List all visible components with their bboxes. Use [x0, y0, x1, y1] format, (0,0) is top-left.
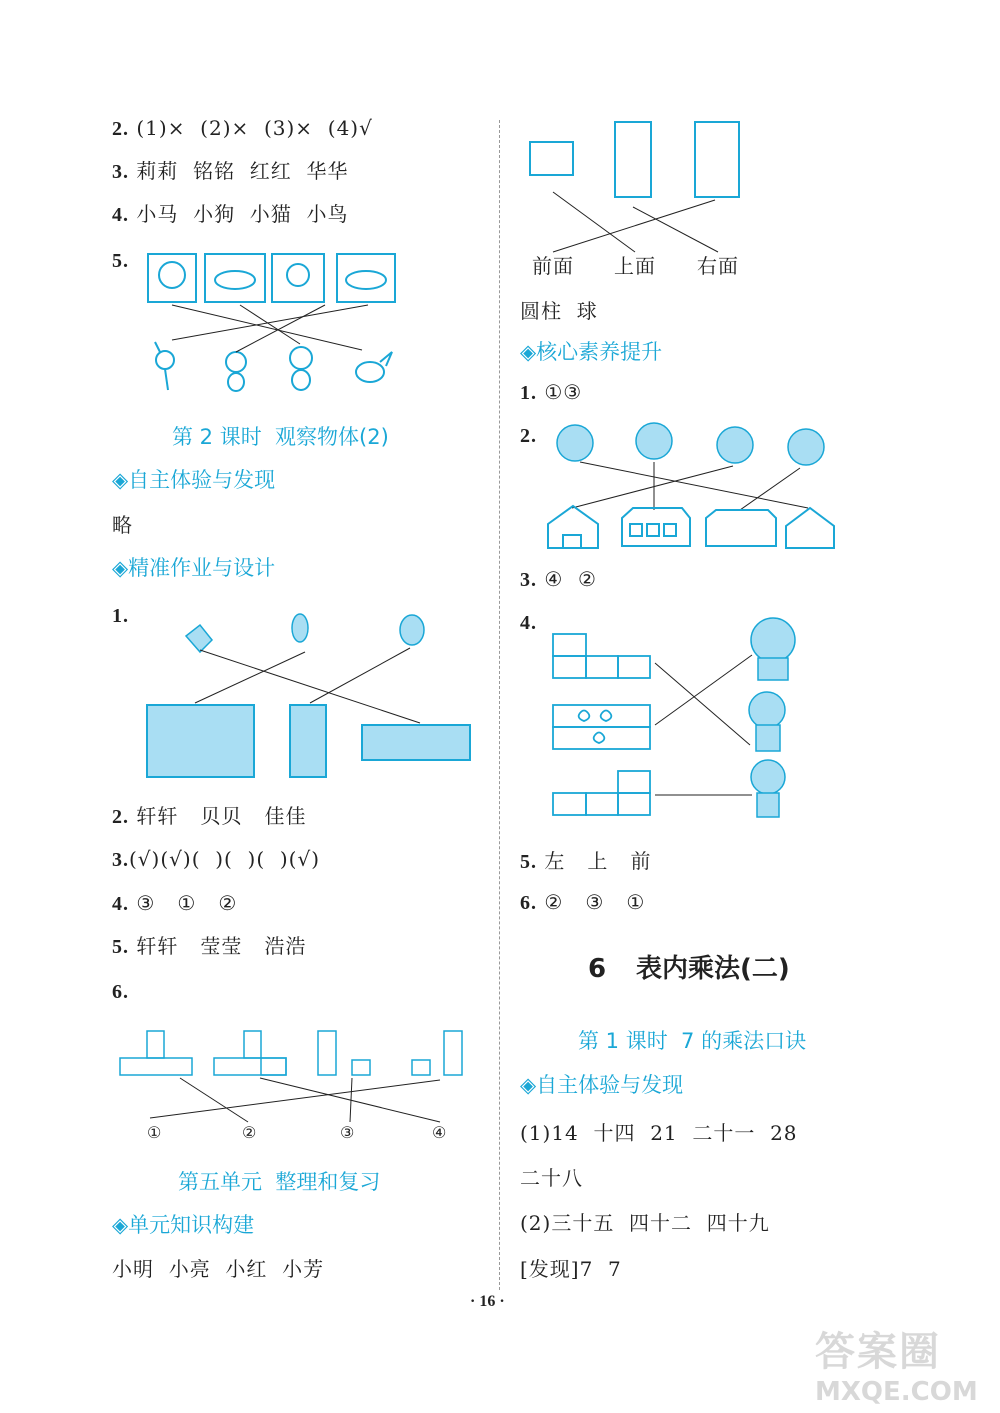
c2-match-lines [572, 462, 808, 510]
hw1-rect-large [147, 705, 254, 777]
hw4-number: 4. [112, 893, 129, 915]
q5-turtle-top-icon [159, 262, 185, 288]
hw6-label-4: ④ [432, 1123, 448, 1142]
hw6-match-lines [150, 1078, 440, 1122]
section-core: ◈核心素养提升 [520, 340, 663, 364]
view-square [530, 142, 573, 175]
hw5-text: 轩轩 莹莹 浩浩 [136, 934, 307, 958]
c2-house-4-icon [786, 508, 834, 548]
c4-heart-2-icon [601, 711, 612, 722]
c1-number: 1. [520, 382, 537, 404]
answer-line-3: (2)三十五 四十二 四十九 [520, 1211, 770, 1235]
q5-animal-dog-icon [226, 352, 246, 391]
c2-house-3-icon [706, 510, 776, 546]
hw3-number: 3. [112, 849, 129, 871]
c5-number: 5. [520, 851, 537, 873]
lesson2-title: 第 2 课时 观察物体(2) [172, 425, 389, 449]
page-number: · 16 · [470, 1293, 505, 1310]
hw3-text: (√)(√)( )( )( )(√) [129, 847, 321, 871]
view-label-front: 前面 [532, 254, 574, 278]
view-match-lines [553, 192, 718, 252]
c4-kids [749, 618, 795, 817]
q5-animal-cat-icon [290, 347, 312, 390]
watermark-bottom: MXQE.COM [815, 1377, 978, 1407]
hw6-label-3: ③ [340, 1123, 356, 1142]
hw1-number: 1. [112, 605, 129, 627]
hw2-text: 轩轩 贝贝 佳佳 [136, 804, 307, 828]
q5-animal-horse-icon [155, 342, 174, 390]
c2-number: 2. [520, 425, 537, 447]
c6-number: 6. [520, 892, 537, 914]
hw6-figure [120, 1031, 462, 1075]
hw1-rect-tall [290, 705, 326, 777]
q4-number: 4. [112, 204, 129, 226]
section-explore-right: ◈自主体验与发现 [520, 1073, 684, 1097]
c4-number: 4. [520, 612, 537, 634]
section-unit: ◈单元知识构建 [112, 1213, 255, 1237]
c2-face-3-icon [717, 427, 753, 463]
c2-face-1-icon [557, 425, 593, 461]
view-shapes [530, 122, 739, 197]
c4-heart-3-icon [594, 733, 605, 744]
names-line: 小明 小亮 小红 小芳 [112, 1257, 325, 1281]
c2-house-2-icon [622, 508, 690, 546]
q4-text: 小马 小狗 小猫 小鸟 [136, 202, 349, 226]
q5-turtle-side-icon [215, 271, 255, 289]
c2-figure [557, 423, 824, 465]
q2-number: 2. [112, 118, 129, 140]
c2-house-1-icon [548, 506, 598, 548]
c1-text: ①③ [544, 380, 583, 404]
c4-kid-1-icon [751, 618, 795, 662]
c4-kid-3-icon [751, 760, 785, 794]
lesson1-title: 第 1 课时 7 的乘法口诀 [578, 1029, 807, 1053]
hw6-label-1: ① [147, 1123, 163, 1142]
q5-number: 5. [112, 250, 129, 272]
c4-kid-2-icon [749, 692, 785, 728]
hw1-rect-wide [362, 725, 470, 760]
answer-line-1: (1)14 十四 21 二十一 28 [520, 1121, 798, 1145]
watermark [815, 1320, 990, 1405]
c4-figure [553, 634, 650, 815]
view-tall-rect-2 [695, 122, 739, 197]
section-homework: ◈精准作业与设计 [112, 556, 276, 580]
c4-match-lines [655, 655, 752, 795]
q3-number: 3. [112, 161, 129, 183]
q5-box-3 [272, 254, 324, 302]
c2-houses [548, 506, 834, 548]
hw2-number: 2. [112, 806, 129, 828]
q2-text: (1)× (2)× (3)× (4)√ [136, 116, 373, 140]
c2-face-4-icon [788, 429, 824, 465]
c3-number: 3. [520, 569, 537, 591]
section-explore-left: ◈自主体验与发现 [112, 468, 276, 492]
c2-face-2-icon [636, 423, 672, 459]
omitted-text: 略 [112, 513, 133, 537]
q5-turtle-side2-icon [346, 271, 386, 289]
hw1-figure [147, 614, 470, 777]
q3-text: 莉莉 铭铭 红红 华华 [136, 159, 349, 183]
q5-box-2 [205, 254, 265, 302]
hw1-fox-icon [400, 615, 424, 645]
q5-animal-bird-icon [356, 352, 392, 382]
hw1-squirrel-icon [292, 614, 308, 642]
chapter-number: 6 [588, 954, 607, 984]
hw1-bird-icon [186, 625, 212, 652]
solid-names: 圆柱 球 [520, 299, 598, 323]
hw5-number: 5. [112, 936, 129, 958]
hw6-label-2: ② [242, 1123, 258, 1142]
c4-heart-1-icon [579, 711, 590, 722]
view-label-right: 右面 [697, 254, 739, 278]
answer-line-4: [发现]7 7 [520, 1257, 622, 1281]
c3-text: ④ ② [544, 567, 597, 591]
view-label-top: 上面 [614, 254, 656, 278]
q5-match-lines [172, 305, 368, 352]
answer-line-2: 二十八 [520, 1166, 583, 1190]
hw6-number: 6. [112, 981, 129, 1003]
chapter-title: 表内乘法(二) [636, 954, 790, 984]
c6-text: ② ③ ① [544, 890, 646, 914]
hw4-text: ③ ① ② [136, 891, 238, 915]
unit5-title: 第五单元 整理和复习 [178, 1170, 381, 1194]
c5-text: 左 上 前 [544, 849, 652, 873]
view-tall-rect [615, 122, 651, 197]
watermark-top: 答案圈 [815, 1329, 941, 1375]
q5-turtle-front-icon [287, 264, 309, 286]
